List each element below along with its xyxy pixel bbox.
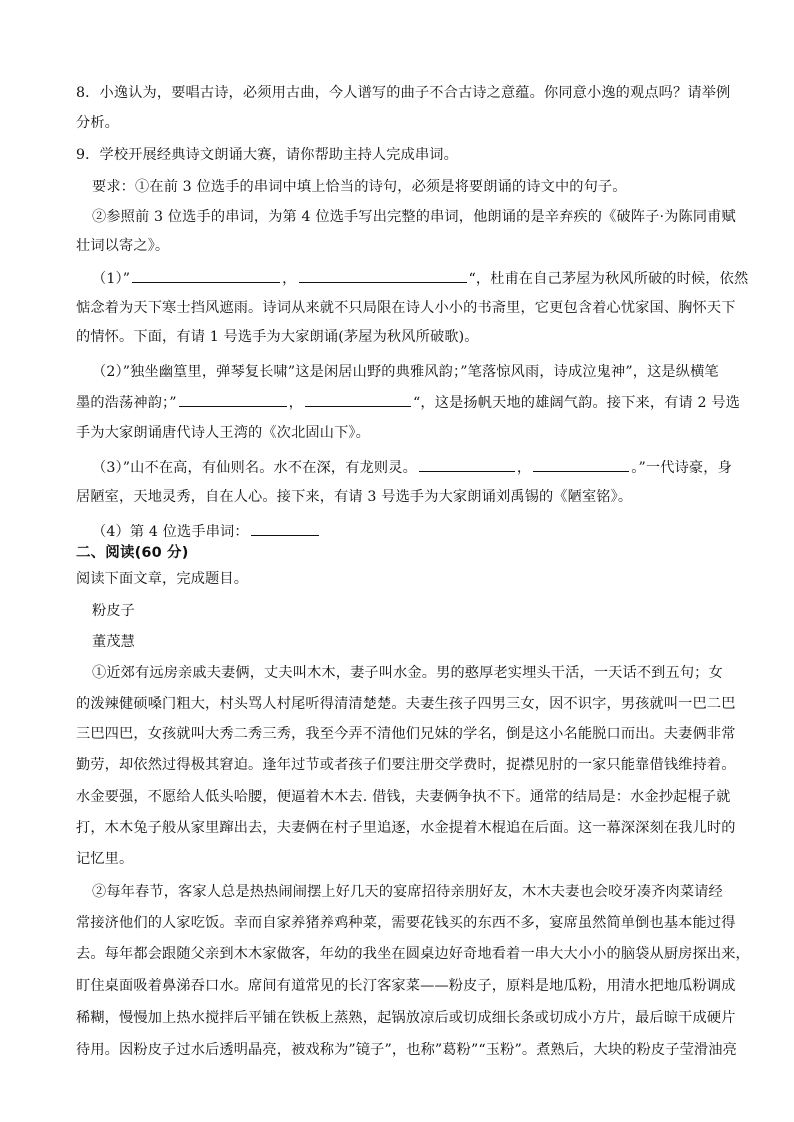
part-4-line-1 [92,521,746,542]
answer-blank-3b[interactable] [533,457,629,472]
paragraph-2-line-3: 去。每年都会跟随父亲到木木家做客，年幼的我坐在圆桌边好奇地看着一串大大小小的脑袋从厨房探出来， [76,946,750,962]
part-1-prefix: （1）” [92,271,131,287]
answer-blank-1a[interactable] [132,268,280,283]
part-2-separator: ， [288,395,304,411]
part-1-line-3: 的情怀。下面，有请 1 号选手为大家朗诵(茅屋为秋风所破歌)。 [76,329,479,345]
paragraph-1-line-7: 记忆里。 [76,851,134,867]
part-3-line-2: 居陋室，天地灵秀，自在人心。接下来，有请 3 号选手为大家朗诵刘禹锡的《陋室铭》。 [76,489,633,505]
part-3-suffix: 。”一代诗豪，身 [631,460,732,476]
answer-blank-4[interactable] [251,521,319,536]
part-3-separator: ， [516,460,532,476]
part-2-prefix: 墨的浩荡神韵；” [76,395,177,411]
paragraph-2-line-6: 待用。因粉皮子过水后透明晶亮，被戏称为”镜子”，也称”葛粉”“玉粉”。煮熟后，大块的粉皮子莹滑油亮 [76,1042,737,1058]
part-2-line-3: 手为大家朗诵唐代诗人王湾的《次北固山下》。 [76,425,370,441]
part-2-line-2 [76,392,746,413]
article-author: 董茂慧 [92,634,136,650]
question-8-line-1: 8．小逸认为，要唱古诗，必须用古曲，今人谱写的曲子不合古诗之意蕴。你同意小逸的观点吗？请举例 [76,85,731,101]
part-1-suffix: “，杜甫在自己茅屋为秋风所破的时候，依然 [468,271,749,287]
answer-blank-2b[interactable] [305,392,411,407]
question-9-requirement-1: 要求：①在前 3 位选手的串词中填上恰当的诗句，必须是将要朗诵的诗文中的句子。 [92,179,627,195]
paragraph-2-line-1: ②每年春节，客家人总是热热闹闹摆上好几天的宴席招待亲朋好友，木木夫妻也会咬牙凑齐肉菜请经 [92,884,723,900]
answer-blank-3a[interactable] [419,457,515,472]
paragraph-1-line-2: 的泼辣健硕嗓门粗大，村头骂人村尾听得清清楚楚。夫妻生孩子四男三女，因不识字，男孩就叫一巴二巴 [76,696,736,712]
question-9-requirement-2-line-1: ②参照前 3 位选手的串词，为第 4 位选手写出完整的串词，他朗诵的是辛弃疾的《破阵子·为陈同甫赋 [92,209,736,225]
paragraph-2-line-2: 常接济他们的人家吃饭。幸而自家养猪养鸡种菜，需要花钱买的东西不多，宴席虽然简单倒也基本能过得 [76,915,736,931]
paragraph-2-line-5: 稀糊，慢慢加上热水搅拌后平铺在铁板上蒸熟，起锅放凉后或切成细长条或切成小方片，最后晾干成硬片 [76,1010,736,1026]
reading-instruction: 阅读下面文章，完成题目。 [76,571,249,587]
article-title: 粉皮子 [92,603,136,619]
part-1-separator: ， [282,271,297,287]
part-2-suffix: “，这是扬帆天地的雄阔气韵。接下来，有请 2 号选 [413,395,741,411]
question-9-requirement-2-line-2: 壮词以寄之》。 [76,238,170,254]
part-4-prefix: （4）第 4 位选手串词： [92,524,249,540]
part-1-line-2: 惦念着为天下寒士挡风遮雨。诗词从来就不只局限在诗人小小的书斋里，它更包含着心忧家国、胸怀天下 [76,300,736,316]
answer-blank-1b[interactable] [299,268,467,283]
paragraph-1-line-5: 水金要强，不愿给人低头哈腰，便逼着木木去. 借钱，夫妻俩争执不下。通常的结局是：水金抄起棍子就 [76,789,731,805]
part-2-line-1: （2）”独坐幽篁里，弹琴复长啸”这是闲居山野的典雅风韵；”笔落惊风雨，诗成泣鬼神”，这是纵横笔 [92,364,719,380]
answer-blank-2a[interactable] [179,392,287,407]
part-1-line-1 [92,268,749,289]
paragraph-1-line-6: 打，木木兔子般从家里蹿出去，夫妻俩在村子里追逐，水金提着木棍追在后面。这一幕深深刻在我儿时的 [76,820,736,836]
paragraph-2-line-4: 盯住桌面吸着鼻涕吞口水。席间有道常见的长汀客家菜——粉皮子，原料是地瓜粉，用清水把地瓜粉调成 [76,978,736,994]
question-9-line-1: 9．学校开展经典诗文朗诵大赛，请你帮助主持人完成串词。 [76,147,458,163]
question-8-line-2: 分析。 [76,115,120,131]
paragraph-1-line-1: ①近郊有远房亲戚夫妻俩，丈夫叫木木，妻子叫水金。男的憨厚老实埋头干活，一天话不到五句；女 [92,665,723,681]
paragraph-1-line-4: 勤劳，却依然过得极其窘迫。逢年过节或者孩子们要注册交学费时，捉襟见肘的一家只能靠借钱维持着。 [76,757,736,773]
part-3-prefix: （3）”山不在高，有仙则名。水不在深，有龙则灵。 [92,460,417,476]
part-3-line-1 [92,457,746,478]
paragraph-1-line-3: 三巴四巴，女孩就叫大秀二秀三秀，我至今弄不清他们兄妹的学名，倒是这小名能脱口而出。夫妻俩非常 [76,726,736,742]
section-heading-reading: 二、阅读(60 分) [76,545,189,561]
